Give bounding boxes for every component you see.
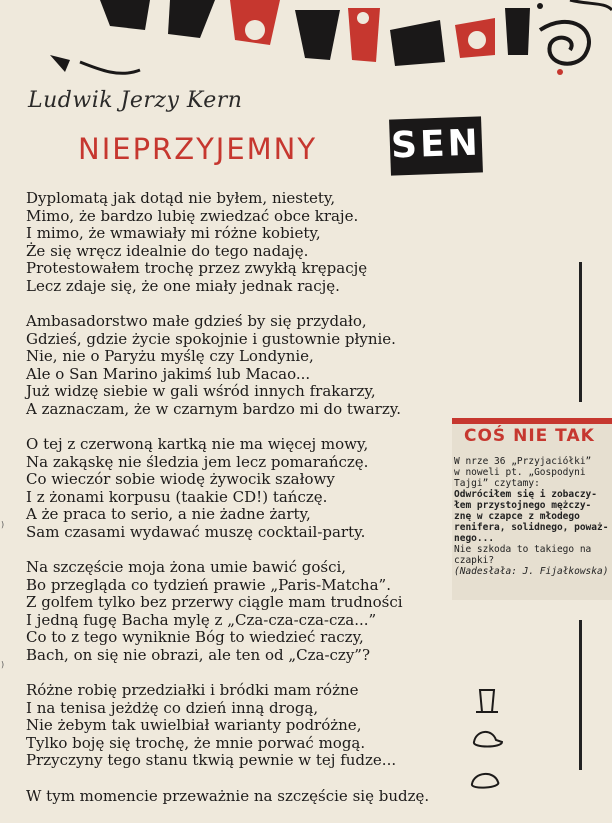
sidebar-line: łem przystojnego mężczy-: [454, 500, 592, 511]
poem-line: A zaznaczam, że w czarnym bardzo mi do twarzy.: [26, 399, 401, 418]
poem-line: Mimo, że bardzo lubię zwiedzać obce kraje.: [26, 206, 359, 225]
poem-line: Sam czasami wydawać muszę cocktail-party.: [26, 522, 366, 541]
column-rule: [579, 262, 582, 402]
sidebar-line: Odwróciłem się i zobaczy-: [454, 489, 597, 500]
poem-line: W tym momencie przeważnie na szczęście się budzę.: [26, 786, 430, 805]
poem-line: Z golfem tylko bez przerwy ciągle mam trudności: [26, 593, 403, 611]
poem-line: Gdzieś, gdzie życie spokojnie i gustownie płynie.: [26, 329, 396, 348]
sidebar-text: [454, 456, 612, 577]
hat-doodles-icon: [462, 684, 522, 800]
poem-line: Co wieczór sobie wiodę żywocik szałowy: [26, 470, 335, 488]
sidebar-line: (Nadesłała: J. Fijałkowska): [454, 566, 609, 577]
left-gutter: [0, 0, 8, 800]
sidebar-box: [452, 418, 612, 600]
sidebar-line: Nie szkoda to takiego na: [454, 544, 592, 555]
sidebar-line: W nrze 36 „Przyjaciółki”: [454, 456, 592, 467]
poem-line: Bo przegląda co tydzień prawie „Paris-Matcha”.: [26, 575, 391, 594]
sidebar-line: Tajgi” czytamy:: [454, 478, 540, 489]
poem-line: Nie, nie o Paryżu myślę czy Londynie,: [26, 347, 314, 365]
title-tail: SEN: [390, 122, 482, 167]
poem-line: Na zakąskę nie śledzia jem lecz pomarańczę.: [26, 452, 369, 471]
poem-line: I mimo, że wmawiały mi różne kobiety,: [26, 224, 321, 242]
poem-line: Tylko boję się trochę, że mnie porwać mogą.: [26, 733, 366, 752]
poem-line: Ale o San Marino jakimś lub Macao...: [26, 364, 311, 383]
poem-stanza: [26, 436, 446, 541]
poem-line: Już widzę siebie w gali wśród innych frakarzy,: [26, 382, 376, 400]
poem-line: Na szczęście moja żona umie bawić gości,: [26, 558, 347, 576]
poem-line: Co to z tego wyniknie Bóg to wiedzieć raczy,: [26, 628, 364, 646]
masthead-illustration: [40, 0, 612, 80]
poem-line: Lecz zdaje się, że one miały jednak rację.: [26, 276, 340, 295]
sidebar-title: COŚ NIE TAK: [464, 426, 595, 446]
gutter-mark: ): [1, 520, 5, 529]
poem-line: Różne robię przedziałki i bródki mam różne: [26, 681, 359, 699]
poem-line: A że praca to serio, a nie żadne żarty,: [26, 505, 311, 523]
poem-stanza: [26, 559, 446, 664]
author-byline: Ludwik Jerzy Kern: [28, 88, 243, 113]
sidebar-accent-bar: [452, 418, 612, 424]
poem-stanza: [26, 788, 446, 806]
poem-stanza: [26, 313, 446, 418]
poem-body: [26, 190, 446, 823]
poem-line: Bach, on się nie obrazi, ale ten od „Cza-czy”?: [26, 645, 371, 664]
poem-line: Nie żebym tak uwielbiał warianty podróżne,: [26, 716, 362, 734]
gutter-mark: ): [1, 660, 5, 669]
poem-line: Przyczyny tego stanu tkwią pewnie w tej fudze...: [26, 751, 397, 769]
masthead-logo: [40, 0, 612, 80]
sidebar-line: nego...: [454, 533, 495, 544]
column-rule: [579, 620, 582, 770]
sidebar-line: renifera, solidnego, poważ-: [454, 522, 609, 533]
title-main: NIEPRZYJEMNY: [78, 132, 318, 166]
poem-line: I z żonami korpusu (taakie CD!) tańczę.: [26, 487, 328, 506]
title-tail-box: [389, 116, 483, 175]
poem-line: Ambasadorstwo małe gdzieś by się przydało,: [26, 312, 367, 330]
poem-line: O tej z czerwoną kartką nie ma więcej mowy,: [26, 435, 369, 453]
poem-line: I jedną fugę Bacha mylę z „Cza-cza-cza-cza...”: [26, 610, 377, 629]
sidebar-line: znę w czapce z młodego: [454, 511, 580, 522]
sidebar-line: w noweli pt. „Gospodyni: [454, 467, 586, 478]
poem-line: Dyplomatą jak dotąd nie byłem, niestety,: [26, 189, 336, 207]
sidebar-line: czapki?: [454, 555, 495, 566]
poem-line: Protestowałem trochę przez zwykłą krępację: [26, 259, 368, 277]
poem-stanza: [26, 682, 446, 770]
poem-line: I na tenisa jeżdżę co dzień inną drogą,: [26, 698, 319, 717]
poem-stanza: [26, 190, 446, 295]
poem-line: Że się wręcz idealnie do tego nadaję.: [26, 241, 309, 260]
